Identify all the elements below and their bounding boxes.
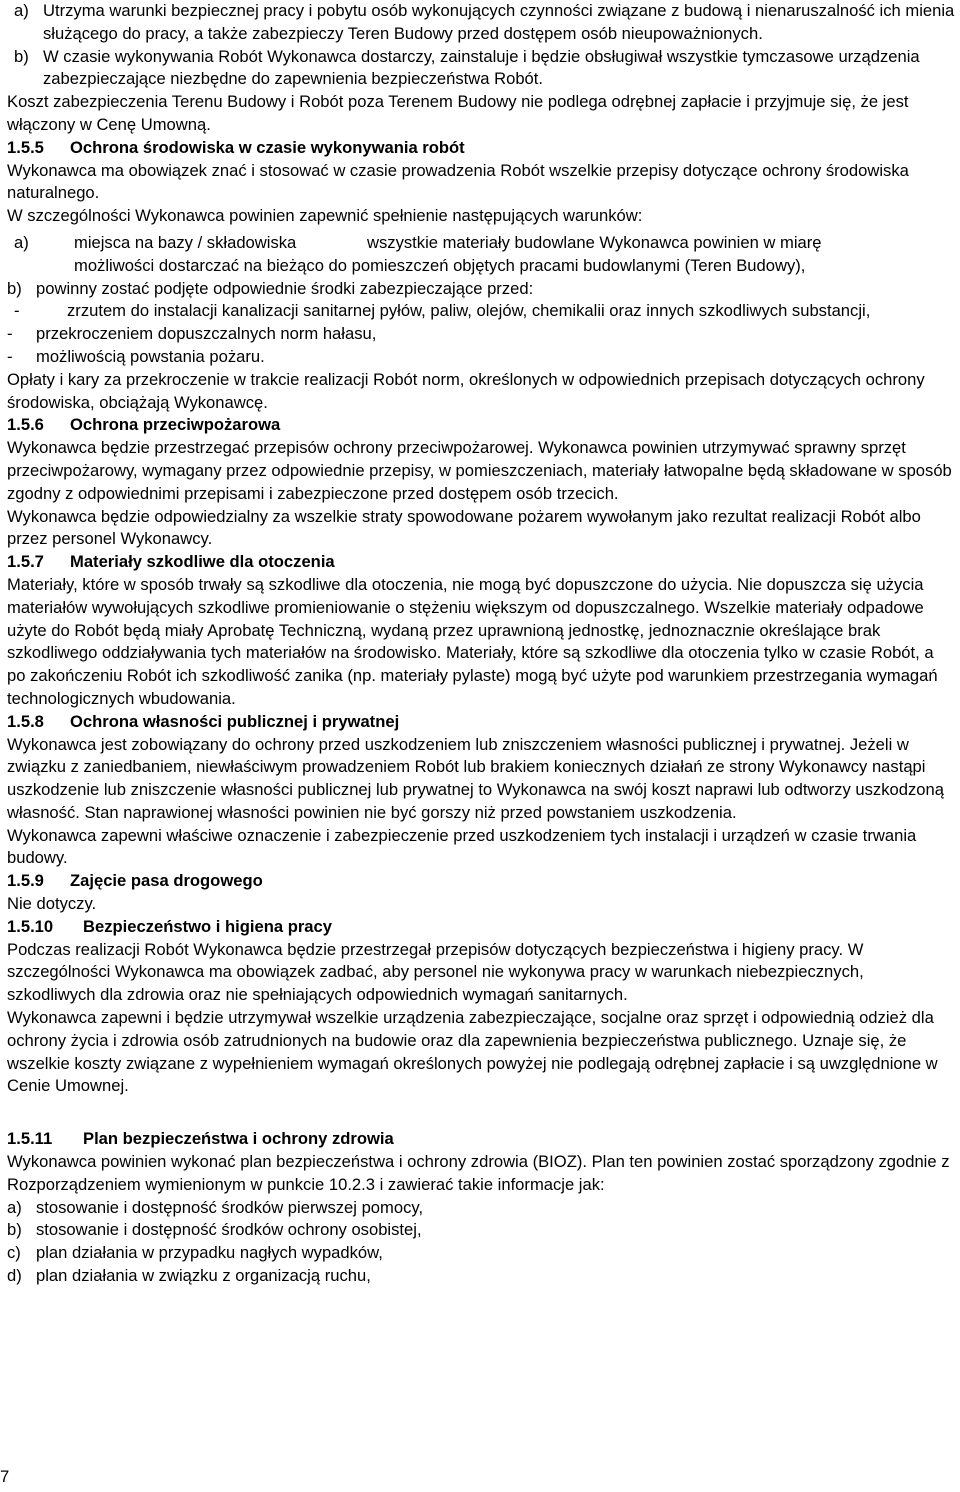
list-item	[7, 46, 955, 92]
list-label: d)	[7, 1266, 22, 1286]
section-number: 1.5.7	[7, 552, 44, 572]
paragraph: Nie dotyczy.	[7, 894, 97, 914]
section-number: 1.5.5	[7, 137, 44, 157]
list-text: stosowanie i dostępność środków pierwszej pomocy,	[36, 1197, 424, 1217]
section-title: Ochrona środowiska w czasie wykonywania robót	[70, 137, 465, 157]
list-label: b)	[14, 46, 29, 66]
dash-item	[7, 323, 955, 346]
section-number: 1.5.6	[7, 415, 44, 435]
section-heading-1-5-8	[7, 711, 955, 734]
list-item	[7, 1219, 955, 1242]
list-label: a)	[14, 232, 29, 252]
paragraph: Wykonawca będzie przestrzegać przepisów ochrony przeciwpożarowej. Wykonawca powinien utrzymywać sprawny sprzęt przeciwpożarowy, wymagany przez odpowiednie przepisy, w pomieszczeniach, materiały łatwopalne będą składowane w sposób zgodny z odpowiednimi przepisami i zabezpieczone przed dostępem osób trzecich.	[7, 438, 952, 503]
list-item-a	[7, 232, 955, 278]
dash-label: -	[7, 346, 13, 366]
paragraph: Wykonawca zapewni właściwe oznaczenie i zabezpieczenie przed uszkodzeniem tych instalacji i urządzeń w czasie trwania budowy.	[7, 825, 917, 868]
list-text: stosowanie i dostępność środków ochrony osobistej,	[36, 1220, 422, 1240]
paragraph: Materiały, które w sposób trwały są szkodliwe dla otoczenia, nie mogą być dopuszczone do użycia. Nie dopuszcza się użycia materiałów wywołujących szkodliwe promieniowanie o stężeniu większym od dopuszczalnego. Wszelkie materiały odpadowe użyte do Robót będą miały Aprobatę Techniczną, wydaną przez uprawnioną jednostkę, jednoznacznie określające brak szkodliwego oddziaływania tych materiałów na środowisko. Materiały, które są szkodliwe dla otoczenia tylko w czasie Robót, a po zakończeniu Robót ich szkodliwość zanika (np. materiały pylaste) mogą być użyte pod warunkiem przestrzegania wymagań technologicznych wbudowania.	[7, 574, 938, 708]
list-text	[74, 232, 955, 278]
list-item	[7, 1242, 955, 1265]
paragraph: Wykonawca powinien wykonać plan bezpieczeństwa i ochrony zdrowia (BIOZ). Plan ten powinien zostać sporządzony zgodnie z Rozporządzeniem wymienionym w punkcie 10.2.3 i zawierać takie informacje jak:	[7, 1152, 950, 1194]
section-heading-1-5-6	[7, 414, 955, 437]
section-title: Plan bezpieczeństwa i ochrony zdrowia	[83, 1129, 394, 1149]
section-number: 1.5.9	[7, 871, 44, 891]
list-label: b)	[7, 1220, 22, 1240]
dash-text: zrzutem do instalacji kanalizacji sanitarnej pyłów, paliw, olejów, chemikalii oraz innych szkodliwych substancji,	[67, 301, 871, 321]
section-title: Ochrona przeciwpożarowa	[70, 415, 281, 435]
list-label: c)	[7, 1243, 21, 1263]
section-title: Ochrona własności publicznej i prywatnej	[70, 711, 400, 731]
paragraph: Opłaty i kary za przekroczenie w trakcie realizacji Robót norm, określonych w odpowiednich przepisach dotyczących ochrony środowiska, obciążają Wykonawcę.	[7, 369, 925, 412]
section-number: 1.5.10	[7, 916, 54, 936]
list-label: b)	[7, 278, 22, 298]
dash-label: -	[7, 324, 13, 344]
paragraph: Wykonawca ma obowiązek znać i stosować w czasie prowadzenia Robót wszelkie przepisy dotyczące ochrony środowiska naturalnego.	[7, 160, 909, 203]
section-heading-1-5-10	[7, 916, 955, 939]
list-text: plan działania w związku z organizacją ruchu,	[36, 1266, 371, 1286]
list-label: a)	[14, 1, 29, 20]
page-content	[7, 0, 955, 1288]
section-heading-1-5-7	[7, 551, 955, 574]
list-text: plan działania w przypadku nagłych wypadków,	[36, 1243, 383, 1263]
list-text: W czasie wykonywania Robót Wykonawca dostarczy, zainstaluje i będzie obsługiwał wszystkie tymczasowe urządzenia zabezpieczające niezbędne do zapewnienia bezpieczeństwa Robót.	[43, 46, 920, 89]
list-item	[7, 1197, 955, 1220]
paragraph-koszt: Koszt zabezpieczenia Terenu Budowy i Robót poza Terenem Budowy nie podlega odrębnej zapłacie i przyjmuje się, że jest włączony w Cenę Umowną.	[7, 92, 909, 134]
section-title: Zajęcie pasa drogowego	[70, 871, 263, 891]
dash-item	[7, 300, 955, 323]
section-number: 1.5.11	[7, 1129, 53, 1149]
section-title: Materiały szkodliwe dla otoczenia	[70, 552, 335, 572]
list-text-first-line	[74, 232, 955, 255]
list-text: powinny zostać podjęte odpowiednie środki zabezpieczające przed:	[36, 278, 534, 298]
list-text: Utrzyma warunki bezpiecznej pracy i pobytu osób wykonujących czynności związane z budową i nienaruszalność ich mienia służącego do pracy, a także zabezpieczy Teren Budowy przed dostępem osób nieupoważnionych.	[43, 1, 955, 43]
paragraph: Wykonawca zapewni i będzie utrzymywał wszelkie urządzenia zabezpieczające, socjalne oraz sprzęt i odpowiednią odzież dla ochrony życia i zdrowia osób zatrudnionych na budowie oraz dla zapewnienia bezpieczeństwa publicznego. Uznaje się, że wszelkie koszty związane z wypełnieniem wymagań określonych powyżej nie podlegają odrębnej zapłacie i są uwzględnione w Cenie Umownej.	[7, 1008, 938, 1096]
list-text-part1: miejsca na bazy / składowiska	[74, 232, 297, 252]
list-item-b	[7, 278, 955, 301]
list-text-rest: możliwości dostarczać na bieżąco do pomieszczeń objętych pracami budowlanymi (Teren Budowy),	[74, 255, 806, 275]
dash-item	[7, 346, 955, 369]
paragraph: Wykonawca jest zobowiązany do ochrony przed uszkodzeniem lub zniszczeniem własności publicznej i prywatnej. Jeżeli w związku z zaniedbaniem, niewłaściwym prowadzeniem Robót lub brakiem koniecznych działań ze strony Wykonawcy nastąpi uszkodzenie lub zniszczenie własności publicznej lub prywatnej to Wykonawca na swój koszt naprawi lub odtworzy uszkodzoną własność. Stan naprawionej własności powinien nie być gorszy niż przed powstaniem uszkodzenia.	[7, 734, 944, 822]
section-number: 1.5.8	[7, 711, 44, 731]
list-item	[7, 0, 955, 46]
list-label: a)	[7, 1197, 22, 1217]
list-text-part2: wszystkie materiały budowlane Wykonawca powinien w miarę	[367, 232, 822, 252]
dash-label: -	[14, 301, 20, 321]
list-item	[7, 1265, 955, 1288]
paragraph: Podczas realizacji Robót Wykonawca będzie przestrzegał przepisów dotyczących bezpieczeństwa i higieny pracy. W szczególności Wykonawca ma obowiązek zadbać, aby personel nie wykonywa pracy w warunkach niebezpiecznych, szkodliwych dla zdrowia oraz nie spełniających odpowiednich wymagań sanitarnych.	[7, 939, 864, 1005]
section-heading-1-5-5	[7, 137, 955, 160]
section-heading-1-5-9	[7, 870, 955, 893]
dash-text: możliwością powstania pożaru.	[36, 346, 265, 366]
section-heading-1-5-11	[7, 1128, 955, 1151]
page-number: 7	[0, 1467, 10, 1486]
paragraph: Wykonawca będzie odpowiedzialny za wszelkie straty spowodowane pożarem wywołanym jako rezultat realizacji Robót albo przez personel Wykonawcy.	[7, 506, 921, 549]
dash-text: przekroczeniem dopuszczalnych norm hałasu,	[36, 324, 377, 344]
paragraph: W szczególności Wykonawca powinien zapewnić spełnienie następujących warunków:	[7, 206, 643, 226]
section-title: Bezpieczeństwo i higiena pracy	[83, 916, 332, 936]
